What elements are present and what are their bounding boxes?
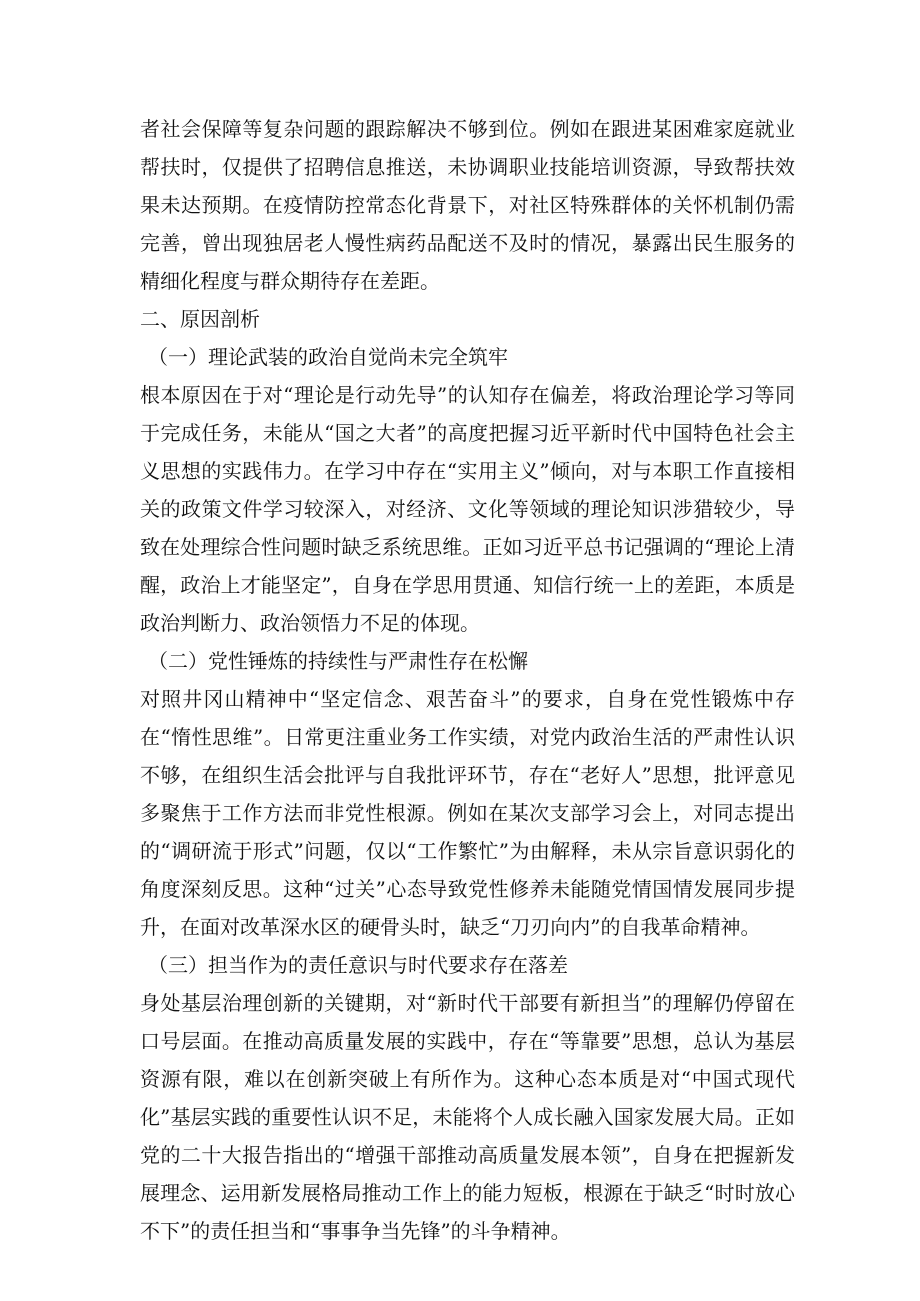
subsection-heading: （三）担当作为的责任意识与时代要求存在落差 — [148, 953, 568, 977]
subsection-heading: （二）党性锤炼的持续性与严肃性存在松懈 — [148, 649, 528, 673]
document-body — [140, 110, 795, 1250]
body-paragraph: 根本原因在于对“理论是行动先导”的认知存在偏差，将政治理论学习等同于完成任务，未能从“国之大者”的高度把握习近平新时代中国特色社会主义思想的实践伟力。在学习中存在“实用主义”倾向，对与本职工作直接相关的政策文件学习较深入，对经济、文化等领域的理论知识涉猎较少，导致在处理综合性问题时缺乏系统思维。正如习近平总书记强调的“理论上清醒，政治上才能坚定”，自身在学思用贯通、知信行统一上的差距，本质是政治判断力、政治领悟力不足的体现。 — [140, 383, 795, 635]
body-paragraph: 对照井冈山精神中“坚定信念、艰苦奋斗”的要求，自身在党性锻炼中存在“惰性思维”。日常更注重业务工作实绩，对党内政治生活的严肃性认识不够，在组织生活会批评与自我批评环节，存在“老好人”思想，批评意见多聚焦于工作方法而非党性根源。例如在某次支部学习会上，对同志提出的“调研流于形式”问题，仅以“工作繁忙”为由解释，未从宗旨意识弱化的角度深刻反思。这种“过关”心态导致党性修养未能随党情国情发展同步提升，在面对改革深水区的硬骨头时，缺乏“刀刃向内”的自我革命精神。 — [140, 687, 795, 939]
body-paragraph: 者社会保障等复杂问题的跟踪解决不够到位。例如在跟进某困难家庭就业帮扶时，仅提供了招聘信息推送，未协调职业技能培训资源，导致帮扶效果未达预期。在疫情防控常态化背景下，对社区特殊群体的关怀机制仍需完善，曾出现独居老人慢性病药品配送不及时的情况，暴露出民生服务的精细化程度与群众期待存在差距。 — [140, 117, 795, 293]
body-paragraph: 身处基层治理创新的关键期，对“新时代干部要有新担当”的理解仍停留在口号层面。在推动高质量发展的实践中，存在“等靠要”思想，总认为基层资源有限，难以在创新突破上有所作为。这种心态本质是对“中国式现代化”基层实践的重要性认识不足，未能将个人成长融入国家发展大局。正如党的二十大报告指出的“增强干部推动高质量发展本领”，自身在把握新发展理念、运用新发展格局推动工作上的能力短板，根源在于缺乏“时时放心不下”的责任担当和“事事争当先锋”的斗争精神。 — [140, 991, 795, 1243]
subsection-heading: （一）理论武装的政治自觉尚未完全筑牢 — [148, 345, 508, 369]
section-heading: 二、原因剖析 — [140, 307, 260, 331]
